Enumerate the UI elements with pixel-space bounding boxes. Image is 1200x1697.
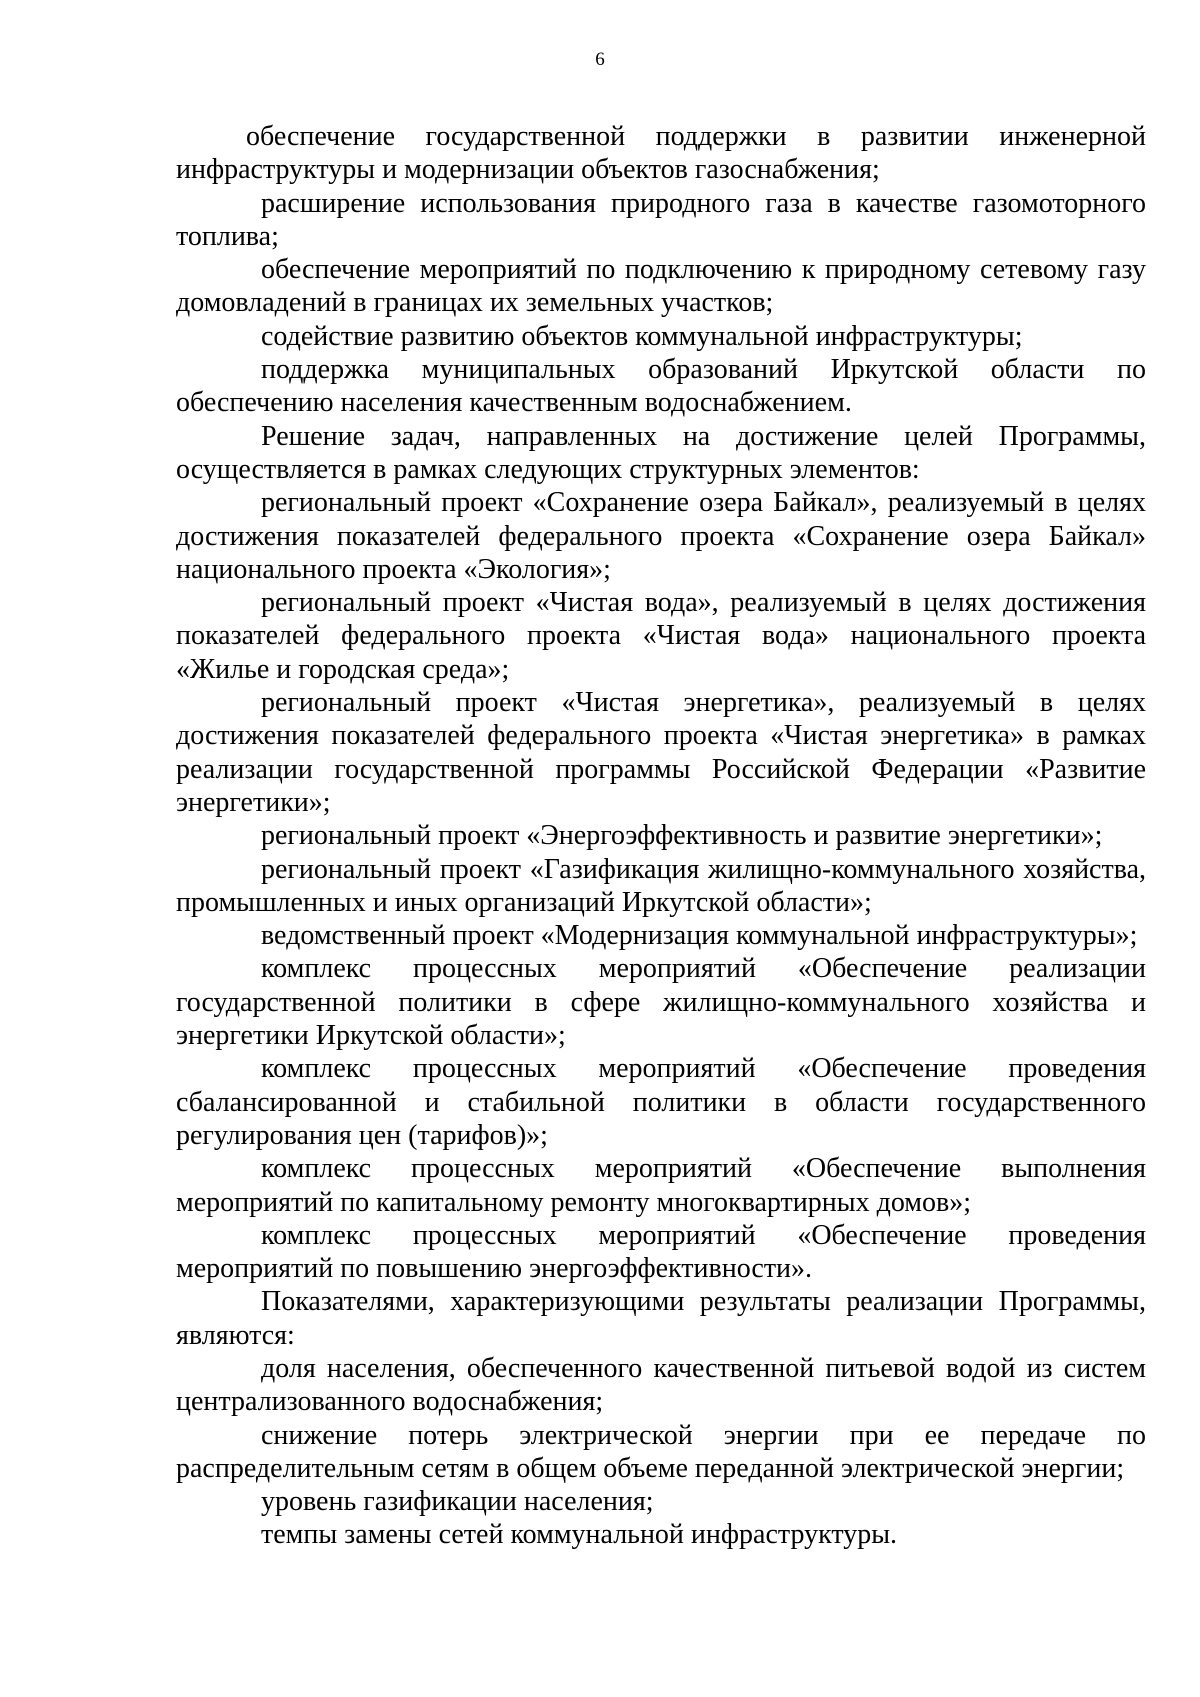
paragraph: содействие развитию объектов коммунальной инфраструктуры;: [261, 320, 1023, 352]
paragraph: ведомственный проект «Модернизация коммунальной инфраструктуры»;: [261, 920, 1138, 952]
paragraph: комплекс процессных мероприятий «Обеспечение выполнения мероприятий по капитальному ремонту многоквартирных домов»;: [176, 1153, 1146, 1218]
paragraph: расширение использования природного газа в качестве газомоторного топлива;: [176, 187, 1146, 252]
paragraph: региональный проект «Сохранение озера Байкал», реализуемый в целях достижения показателей федерального проекта «Сохранение озера Байкал» национального проекта «Экология»;: [176, 487, 1146, 585]
paragraph: региональный проект «Чистая вода», реализуемый в целях достижения показателей федерального проекта «Чистая вода» национального проекта «Жилье и городская среда»;: [176, 587, 1146, 685]
paragraph: доля населения, обеспеченного качественной питьевой водой из систем централизованного водоснабжения;: [176, 1352, 1146, 1418]
page-number: 6: [595, 49, 605, 70]
paragraph: комплекс процессных мероприятий «Обеспечение проведения мероприятий по повышению энергоэффективности».: [176, 1219, 1146, 1285]
paragraph: обеспечение государственной поддержки в развитии инженерной инфраструктуры и модернизации объектов газоснабжения;: [176, 121, 1146, 186]
paragraph: комплекс процессных мероприятий «Обеспечение реализации государственной политики в сфере жилищно-коммунального хозяйства и энергетики Иркутской области»;: [176, 953, 1146, 1052]
paragraph: региональный проект «Чистая энергетика», реализуемый в целях достижения показателей федерального проекта «Чистая энергетика» в рамках реализации государственной программы Российской Федерации «Развитие энергетики»;: [176, 687, 1146, 818]
paragraph: обеспечение мероприятий по подключению к природному сетевому газу домовладений в границах их земельных участков;: [176, 254, 1146, 319]
document-body: [176, 120, 1146, 1552]
paragraph: региональный проект «Энергоэффективность и развитие энергетики»;: [261, 820, 1103, 852]
paragraph: региональный проект «Газификация жилищно-коммунального хозяйства, промышленных и иных организаций Иркутской области»;: [176, 853, 1146, 918]
paragraph: Решение задач, направленных на достижение целей Программы, осуществляется в рамках следующих структурных элементов:: [176, 420, 1146, 485]
paragraph: темпы замены сетей коммунальной инфраструктуры.: [261, 1519, 898, 1551]
paragraph: поддержка муниципальных образований Иркутской области по обеспечению населения качественным водоснабжением.: [176, 354, 1146, 419]
paragraph: комплекс процессных мероприятий «Обеспечение проведения сбалансированной и стабильной политики в области государственного регулирования цен (тарифов)»;: [176, 1053, 1146, 1151]
paragraph: уровень газификации населения;: [261, 1486, 654, 1518]
paragraph: снижение потерь электрической энергии при ее передаче по распределительным сетям в общем объеме переданной электрической энергии;: [176, 1419, 1146, 1484]
paragraph: Показателями, характеризующими результаты реализации Программы, являются:: [176, 1286, 1146, 1351]
